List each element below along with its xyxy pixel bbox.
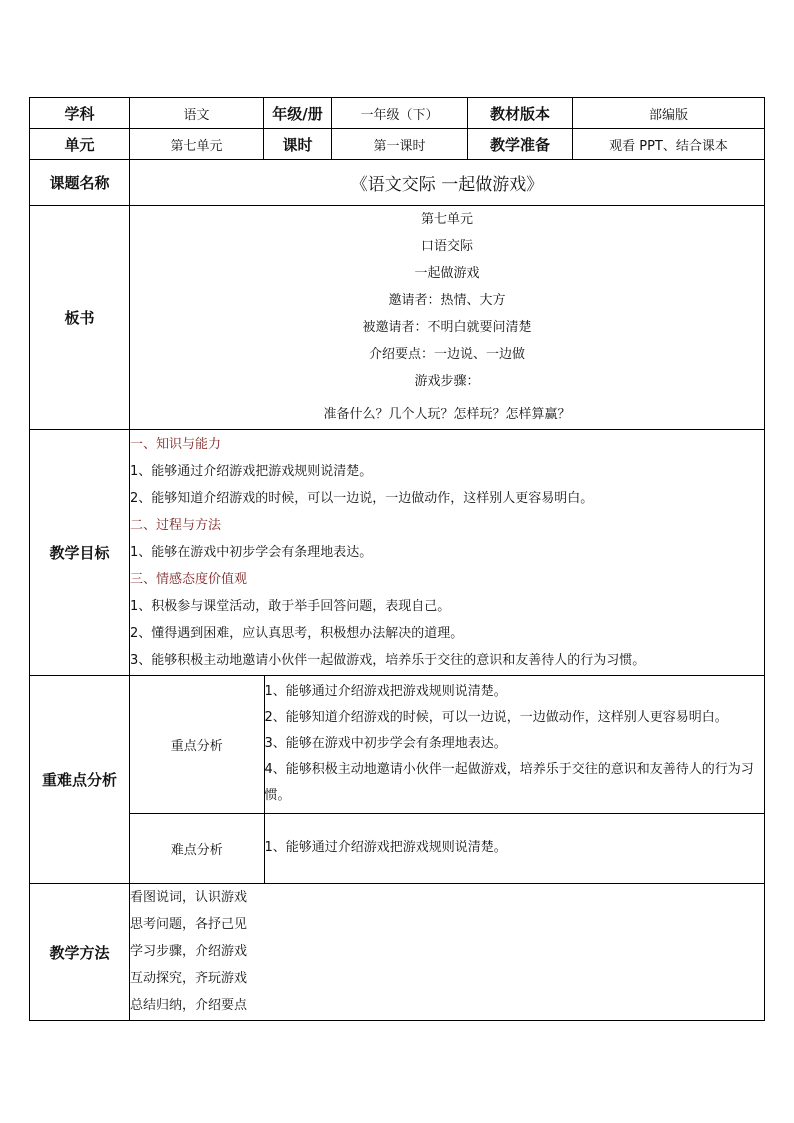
board-line: 被邀请者：不明白就要问清楚 (362, 320, 532, 335)
goal-item: 1、积极参与课堂活动，敢于举手回答问题，表现自己。 (130, 599, 451, 614)
prep-label: 教学准备 (468, 129, 573, 160)
analysis-label: 重难点分析 (30, 676, 130, 884)
goal-item: 2、能够知道介绍游戏的时候，可以一边说，一边做动作，这样别人更容易明白。 (130, 491, 594, 506)
grade-value: 一年级（下） (332, 98, 468, 129)
analysis-inner-table (130, 676, 764, 883)
method-item: 思考问题，各抒己见 (130, 917, 248, 932)
methods-content (130, 884, 765, 1021)
period-value: 第一课时 (332, 129, 468, 160)
prep-value: 观看 PPT、结合课本 (573, 129, 765, 160)
goal-item: 1、能够在游戏中初步学会有条理地表达。 (130, 545, 373, 560)
lesson-plan-table (29, 97, 765, 1021)
subject-label: 学科 (30, 98, 130, 129)
goal-item: 3、能够积极主动地邀请小伙伴一起做游戏，培养乐于交往的意识和友善待人的行为习惯。 (130, 653, 646, 668)
unit-value: 第七单元 (130, 129, 264, 160)
topic-title: 《语文交际 一起做游戏》 (130, 160, 765, 206)
board-line: 准备什么？几个人玩？怎样玩？怎样算赢？ (323, 407, 571, 422)
row-subject (30, 98, 765, 129)
row-board (30, 206, 765, 430)
difficult-points-label: 难点分析 (130, 813, 264, 883)
method-item: 学习步骤，介绍游戏 (130, 944, 248, 959)
methods-label: 教学方法 (30, 884, 130, 1021)
method-item: 看图说词，认识游戏 (130, 890, 248, 905)
goals-label: 教学目标 (30, 430, 130, 676)
board-line: 介绍要点：一边说、一边做 (368, 347, 525, 362)
key-point: 2、能够知道介绍游戏的时候，可以一边说，一边做动作，这样别人更容易明白。 (264, 710, 728, 726)
edition-value: 部编版 (573, 98, 765, 129)
goals-heading-process: 二、过程与方法 (130, 518, 222, 533)
goal-item: 1、能够通过介绍游戏把游戏规则说清楚。 (130, 464, 373, 479)
key-points-content (264, 676, 764, 813)
unit-label: 单元 (30, 129, 130, 160)
period-label: 课时 (264, 129, 332, 160)
board-content (130, 206, 765, 430)
row-unit (30, 129, 765, 160)
subject-value: 语文 (130, 98, 264, 129)
board-line: 邀请者：热情、大方 (388, 293, 506, 308)
board-line: 游戏步骤： (414, 374, 480, 389)
method-item: 互动探究，齐玩游戏 (130, 971, 248, 986)
board-line: 一起做游戏 (414, 266, 480, 281)
topic-label: 课题名称 (30, 160, 130, 206)
row-methods (30, 884, 765, 1021)
row-goals (30, 430, 765, 676)
goals-heading-emotion: 三、情感态度价值观 (130, 572, 248, 587)
goal-item: 2、懂得遇到困难，应认真思考，积极想办法解决的道理。 (130, 626, 464, 641)
row-analysis (30, 676, 765, 884)
board-line: 第七单元 (420, 212, 473, 227)
goals-content (130, 430, 765, 676)
analysis-content (130, 676, 765, 884)
difficult-point: 1、能够通过介绍游戏把游戏规则说清楚。 (264, 813, 764, 883)
key-point: 4、能够积极主动地邀请小伙伴一起做游戏，培养乐于交往的意识和友善待人的行为习惯。 (264, 762, 754, 804)
goals-heading-knowledge: 一、知识与能力 (130, 437, 222, 452)
method-item: 总结归纳，介绍要点 (130, 998, 248, 1013)
board-line: 口语交际 (420, 239, 473, 254)
edition-label: 教材版本 (468, 98, 573, 129)
key-points-label: 重点分析 (130, 676, 264, 813)
key-point: 3、能够在游戏中初步学会有条理地表达。 (264, 736, 507, 752)
board-label: 板书 (30, 206, 130, 430)
grade-label: 年级/册 (264, 98, 332, 129)
key-point: 1、能够通过介绍游戏把游戏规则说清楚。 (264, 684, 507, 700)
row-topic (30, 160, 765, 206)
